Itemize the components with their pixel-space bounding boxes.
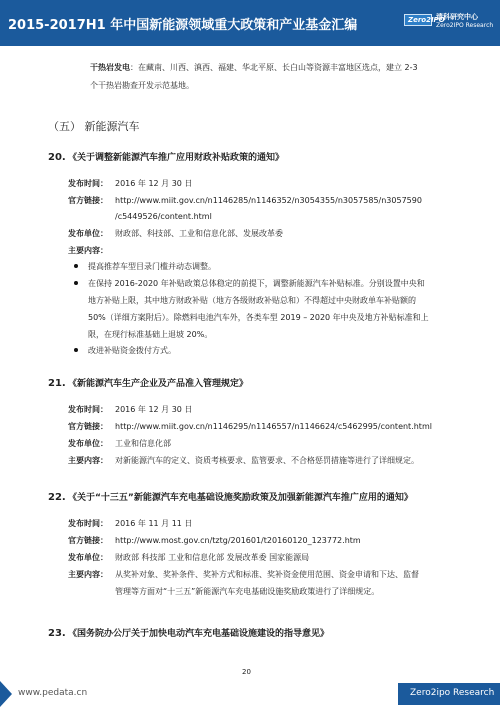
item-22-content-line-1: 从奖补对象、奖补条件、奖补方式和标准、奖补资金使用范围、资金申请和下达、监督 <box>115 570 419 579</box>
item-20-unit: 财政部、科技部、工业和信息化部、发展改革委 <box>115 229 283 238</box>
item-20-content-label: 主要内容： <box>68 246 108 255</box>
intro-line-1-text: ：在藏南、川西、滇西、福建、华北平原、长白山等资源丰富地区选点，建立 2-3 <box>130 63 418 72</box>
page-number: 20 <box>242 668 251 676</box>
item-21-content-label: 主要内容： <box>68 456 108 465</box>
logo-mark: Zero2IPO <box>408 16 445 24</box>
item-22-date-label: 发布时间： <box>68 519 108 528</box>
item-23-number: 23. <box>48 628 66 639</box>
item-21-date-label: 发布时间： <box>68 405 108 414</box>
intro-line-2: 个干热岩勘查开发示范基地。 <box>90 81 194 90</box>
page-header <box>0 0 500 46</box>
document-title: 2015-2017H1 年中国新能源领域重大政策和产业基金汇编 <box>8 18 358 33</box>
item-20-link-line-1[interactable]: http://www.miit.gov.cn/n1146285/n1146352/n3054355/n3057585/n3057590 <box>115 196 422 205</box>
logo-cn-text: 清科研究中心 <box>436 13 478 21</box>
bullet-icon <box>74 348 78 352</box>
item-23-title: 《国务院办公厅关于加快电动汽车充电基础设施建设的指导意见》 <box>68 629 330 639</box>
item-22-content-line-2: 管理等方面对“十三五”新能源汽车充电基础设施奖励政策进行了详细规定。 <box>115 587 380 596</box>
logo-en-text: Zero2IPO Research <box>436 22 494 29</box>
page-footer <box>0 681 500 707</box>
item-20-bullet-3: 改进补贴资金拨付方式。 <box>88 346 176 355</box>
item-21-date: 2016 年 12 月 30 日 <box>115 405 193 414</box>
item-21-unit: 工业和信息化部 <box>115 439 171 448</box>
footer-url-link[interactable]: www.pedata.cn <box>18 688 88 698</box>
item-21-unit-label: 发布单位： <box>68 439 108 448</box>
item-22-date: 2016 年 11 月 11 日 <box>115 519 193 528</box>
item-20-bullet-1: 提高推荐车型目录门槛并动态调整。 <box>88 262 216 271</box>
intro-line-1 <box>90 62 418 73</box>
item-20-bullet-2-line-2: 地方补贴上限，其中地方财政补贴（地方各级财政补贴总和）不得超过中央财政单车补贴额的 <box>88 296 416 305</box>
footer-brand-text: Zero2ipo Research <box>410 688 495 698</box>
item-22-link-label: 官方链接： <box>68 536 108 545</box>
intro-term: 干热岩发电 <box>90 63 130 72</box>
item-20-link-label: 官方链接： <box>68 196 108 205</box>
item-20-date-label: 发布时间： <box>68 179 108 188</box>
item-20-unit-label: 发布单位： <box>68 229 108 238</box>
item-22-unit-label: 发布单位： <box>68 553 108 562</box>
section-title: （五） 新能源汽车 <box>48 120 140 133</box>
item-20-bullet-2-line-1: 在保持 2016-2020 年补贴政策总体稳定的前提下，调整新能源汽车补贴标准。分别设置中央和 <box>88 279 425 288</box>
item-21-number: 21. <box>48 378 66 389</box>
item-21-content: 对新能源汽车的定义、资质考核要求、监管要求、不合格惩罚措施等进行了详细规定。 <box>115 456 419 465</box>
zero2ipo-logo-icon <box>404 14 445 26</box>
item-22-link[interactable]: http://www.most.gov.cn/tztg/201601/t20160120_123772.htm <box>115 536 361 545</box>
item-20-bullet-2-line-3: 50%（详细方案附后）。除燃料电池汽车外，各类车型 2019 – 2020 年中央及地方补贴标准和上 <box>88 313 429 322</box>
footer-brand-band <box>398 683 500 705</box>
item-20-number: 20. <box>48 152 66 163</box>
item-20-link-line-2[interactable]: /c5449526/content.html <box>115 212 212 221</box>
item-22-number: 22. <box>48 492 66 503</box>
bullet-icon <box>74 281 78 285</box>
item-21-title: 《新能源汽车生产企业及产品准入管理规定》 <box>68 379 249 389</box>
item-20-bullet-2-line-4: 限，在现行标准基础上退坡 20%。 <box>88 330 213 339</box>
footer-triangle-icon <box>0 681 12 707</box>
item-22-unit: 财政部 科技部 工业和信息化部 发展改革委 国家能源局 <box>115 553 310 562</box>
item-21-link-label: 官方链接： <box>68 422 108 431</box>
item-22-content-label: 主要内容： <box>68 570 108 579</box>
bullet-icon <box>74 264 78 268</box>
item-20-title: 《关于调整新能源汽车推广应用财政补贴政策的通知》 <box>68 153 285 163</box>
item-21-link[interactable]: http://www.miit.gov.cn/n1146295/n1146557/n1146624/c5462995/content.html <box>115 422 432 431</box>
item-22-title: 《关于“十三五”新能源汽车充电基础设施奖励政策及加强新能源汽车推广应用的通知》 <box>68 493 413 503</box>
item-20-date: 2016 年 12 月 30 日 <box>115 179 193 188</box>
